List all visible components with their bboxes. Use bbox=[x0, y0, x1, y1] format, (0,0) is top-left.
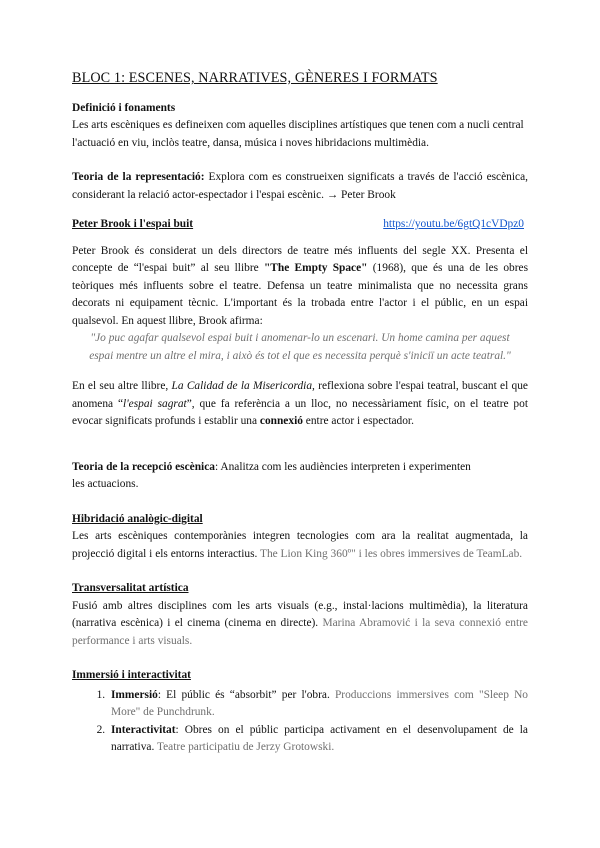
section-transversalitat bbox=[72, 580, 528, 650]
transversalitat-heading: Transversalitat artística bbox=[72, 582, 189, 594]
brook-quote bbox=[72, 330, 528, 365]
list-item-text: : Obres on el públic participa activament en el desenvolupament de la narrativa. bbox=[111, 723, 528, 753]
list-item-text: : El públic és “absorbit” per l'obra. bbox=[157, 688, 330, 701]
immersio-heading: Immersió i interactivitat bbox=[72, 669, 191, 681]
recepcio-text-2: les actuacions. bbox=[72, 478, 139, 490]
hibridacio-heading: Hibridació analògic-digital bbox=[72, 512, 203, 525]
list-item-term: Immersió bbox=[111, 688, 158, 701]
brook-heading-row bbox=[72, 216, 528, 234]
transversalitat-text: Fusió amb altres disciplines com les arts visuals (e.g., instal·lacions multimèdia), la literatura (narrativa escènica) i el cinema (cinema en directe). bbox=[72, 599, 528, 629]
section-recepcio bbox=[72, 459, 528, 494]
brook-heading: Peter Brook i l'espai buit bbox=[72, 218, 194, 230]
brook-quote-line-2: espai mentre un altre el mira, i això és tot el que es necessita perquè s'iniciï un acte teatral." bbox=[89, 349, 511, 362]
list-item bbox=[108, 722, 528, 757]
empty-space-title: "The Empty Space" bbox=[263, 262, 368, 274]
brook-p1-a: Peter Brook és considerat un dels directors de teatre més influents del segle XX. Presenta el concepte de “l'espai buit” al seu llibre bbox=[72, 244, 528, 274]
list-item-example: Produccions immersives com "Sleep No More" de Punchdrunk. bbox=[111, 688, 528, 718]
brook-paragraph-2 bbox=[72, 378, 528, 431]
brook-p2-a: En el seu altre llibre, bbox=[72, 380, 172, 392]
list-item bbox=[108, 687, 528, 722]
section-representacio bbox=[72, 169, 528, 204]
hibridacio-text: Les arts escèniques contemporànies integren tecnologies com ara la realitat augmentada, la projecció digital i els entorns interactius. bbox=[72, 530, 528, 560]
brook-p1-b: (1968), que és una de les obres teòriques més influents sobre el teatre. Defensa un teatre minimalista que no necessita grans decorats ni equipament tècnic. L'important és la trobada entre l'actor i el públic, en un espai qualsevol. En aquest llibre, Brook afirma: bbox=[72, 262, 528, 327]
list-item-term: Interactivitat bbox=[111, 723, 176, 736]
section-hibridacio bbox=[72, 511, 528, 564]
document-page bbox=[72, 70, 528, 757]
document-title: BLOC 1: ESCENES, NARRATIVES, GÈNERES I FORMATS bbox=[72, 70, 438, 86]
brook-p2-b: reflexiona sobre l'espai teatral, buscant el que anomena “ bbox=[72, 380, 528, 410]
definicio-heading: Definició i fonaments bbox=[72, 101, 176, 114]
brook-p2-d: entre actor i espectador. bbox=[302, 415, 414, 427]
misericordia-title: La Calidad de la Misericordia, bbox=[171, 380, 315, 392]
brook-paragraph-1 bbox=[72, 243, 528, 331]
youtube-link[interactable]: https://youtu.be/6gtQ1cVDpz0 bbox=[383, 218, 524, 230]
definicio-text: Les arts escèniques es defineixen com aquelles disciplines artístiques que tenen com a nucli central l'actuació en viu, inclòs teatre, dansa, música i noves hibridacions multimèdia. bbox=[72, 119, 524, 149]
recepcio-label: Teoria de la recepció escènica bbox=[72, 460, 215, 473]
brook-quote-line-1: "Jo puc agafar qualsevol espai buit i anomenar-lo un escenari. Un home camina per aquest bbox=[90, 332, 510, 344]
list-item-example: Teatre participatiu de Jerzy Grotowski. bbox=[154, 741, 335, 753]
hibridacio-example: The Lion King 360º" i les obres immersives de TeamLab. bbox=[257, 547, 523, 560]
espai-sagrat-term: l'espai sagrat bbox=[123, 397, 187, 410]
representacio-label: Teoria de la representació: bbox=[72, 171, 205, 183]
transversalitat-example: Marina Abramović i la seva connexió entre performance i arts visuals. bbox=[72, 617, 528, 647]
section-definicio bbox=[72, 100, 528, 153]
representacio-text: Explora com es construeixen significats a través de l'acció escènica, considerant la relació actor-espectador i l'espai escènic. → Peter Brook bbox=[72, 171, 528, 201]
brook-p2-c: ”, que fa referència a un lloc, no necessàriament físic, on el teatre pot evocar significats profunds i establir una bbox=[72, 397, 528, 427]
recepcio-text-1: : Analitza com les audiències interpreten i experimenten bbox=[214, 460, 471, 473]
connexio-term: connexió bbox=[259, 415, 303, 427]
immersio-list bbox=[72, 687, 528, 757]
section-immersio bbox=[72, 667, 528, 757]
